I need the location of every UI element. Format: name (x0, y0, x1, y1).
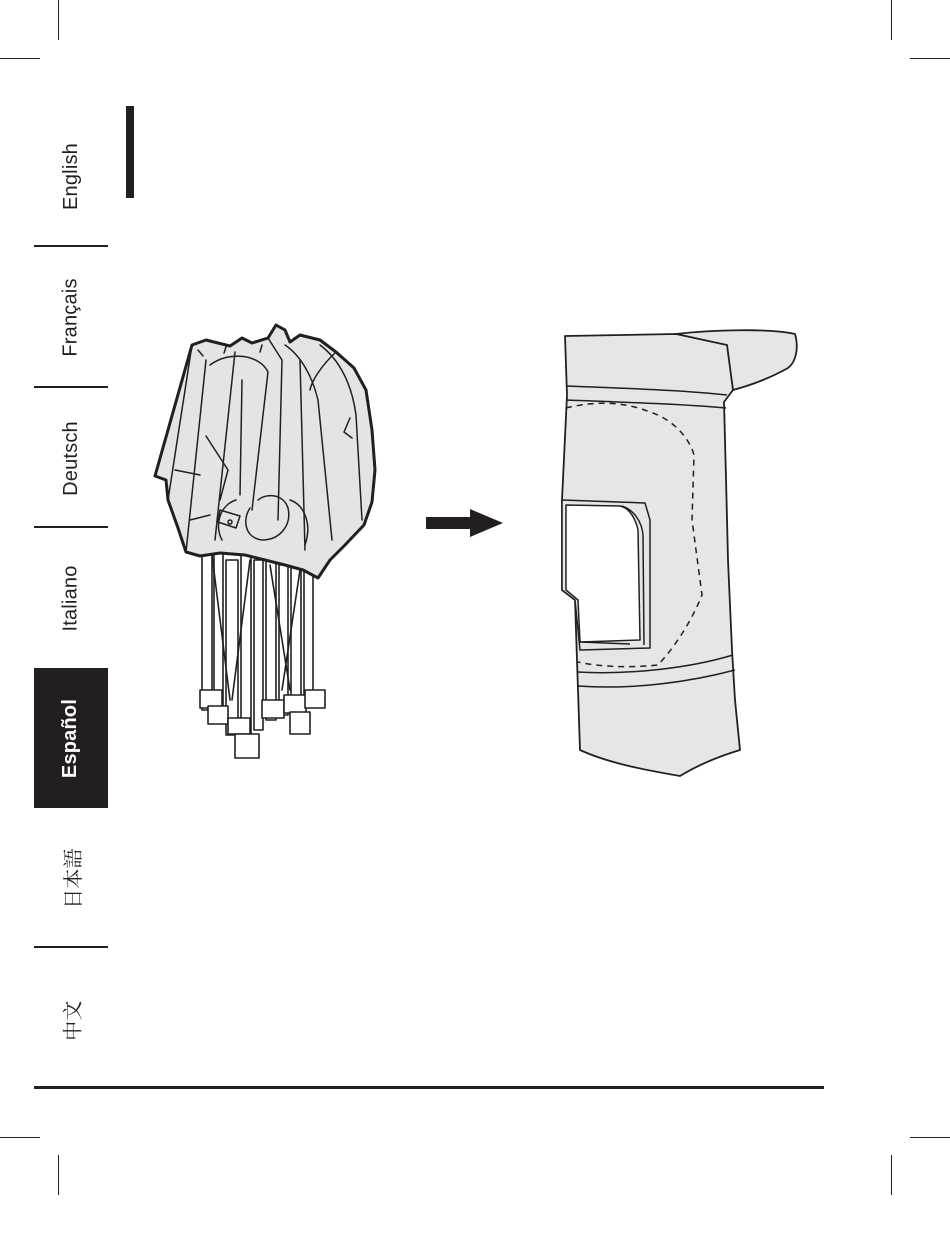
tab-label: English (59, 142, 82, 210)
tab-label: 中文 (62, 999, 85, 1041)
tab-label: 日本語 (62, 847, 85, 909)
tab-label: Deutsch (59, 420, 82, 496)
right-arrow-icon (426, 509, 503, 537)
tab-label: Italiano (59, 564, 82, 632)
carry-bag-illustration (562, 330, 797, 776)
folded-canopy-illustration (155, 325, 375, 758)
tab-label: Français (59, 277, 82, 357)
bottom-rule (34, 1086, 824, 1089)
tab-label: Español (59, 698, 82, 778)
